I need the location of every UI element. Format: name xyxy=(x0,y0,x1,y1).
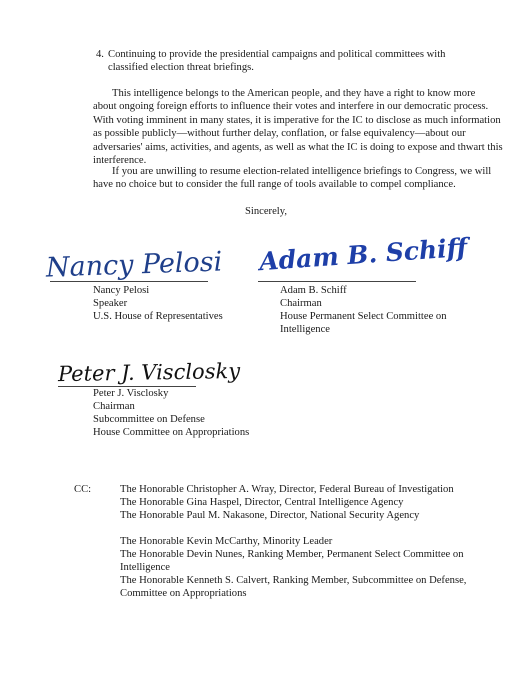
paragraph-line: adversaries' aims, activities, and agents, as well as what the IC is doing to expose and thwart this xyxy=(93,141,503,153)
body-paragraph-compliance xyxy=(93,165,492,192)
cc-label: CC: xyxy=(74,484,92,495)
paragraph-line: about ongoing foreign efforts to influence their votes and interfere in our democratic process. xyxy=(93,101,489,113)
signatory-title: House Committee on Appropriations xyxy=(93,427,250,438)
pelosi-signature xyxy=(40,238,223,286)
svg-text:Adam B. Schiff: Adam B. Schiff xyxy=(258,232,469,277)
cc-recipient: The Honorable Paul M. Nakasone, Director, National Security Agency xyxy=(120,510,420,521)
cc-recipient: The Honorable Christopher A. Wray, Director, Federal Bureau of Investigation xyxy=(120,484,454,495)
signature-line xyxy=(258,281,416,282)
signatory-name: Peter J. Visclosky xyxy=(93,388,169,399)
list-item-line: Continuing to provide the presidential campaigns and political committees with xyxy=(108,49,446,60)
signatory-title: Chairman xyxy=(280,298,322,309)
paragraph-line: interference. xyxy=(93,155,147,167)
svg-text:Nancy Pelosi: Nancy Pelosi xyxy=(45,246,223,284)
paragraph-line: This intelligence belongs to the American people, and they have a right to know more xyxy=(112,88,476,99)
paragraph-line: have no choice but to consider the full range of tools available to compel compliance. xyxy=(93,179,456,191)
cc-recipient: Intelligence xyxy=(120,562,170,573)
signatory-title: Subcommittee on Defense xyxy=(93,414,205,425)
closing: Sincerely, xyxy=(245,206,287,217)
signatory-title: Intelligence xyxy=(280,324,330,335)
list-item-number: 4. xyxy=(96,49,104,60)
paragraph-line: If you are unwilling to resume election-related intelligence briefings to Congress, we will xyxy=(112,166,492,177)
cc-recipient: The Honorable Kevin McCarthy, Minority Leader xyxy=(120,536,333,547)
cc-recipient: The Honorable Gina Haspel, Director, Central Intelligence Agency xyxy=(120,497,404,508)
signature-line xyxy=(50,281,208,282)
cc-recipient: The Honorable Devin Nunes, Ranking Member, Permanent Select Committee on xyxy=(120,549,464,560)
signatory-title: House Permanent Select Committee on xyxy=(280,311,447,322)
signatory-name: Adam B. Schiff xyxy=(280,285,347,296)
paragraph-line: as possible publicly—without further delay, conflation, or false equivalency—about our xyxy=(93,128,466,140)
signatory-title: Speaker xyxy=(93,298,128,309)
signatory-name: Nancy Pelosi xyxy=(93,285,150,296)
paragraph-line: With voting imminent in many states, it is imperative for the IC to disclose as much information xyxy=(93,114,501,126)
list-item-line: classified election threat briefings. xyxy=(108,62,254,73)
body-paragraph-intelligence xyxy=(93,87,503,167)
cc-recipient: The Honorable Kenneth S. Calvert, Ranking Member, Subcommittee on Defense, xyxy=(120,575,467,586)
schiff-signature xyxy=(255,225,469,280)
signatory-title: U.S. House of Representatives xyxy=(93,311,223,322)
signatory-title: Chairman xyxy=(93,401,135,412)
svg-text:Peter J. Visclosky: Peter J. Visclosky xyxy=(57,358,241,387)
cc-recipient: Committee on Appropriations xyxy=(120,588,247,599)
